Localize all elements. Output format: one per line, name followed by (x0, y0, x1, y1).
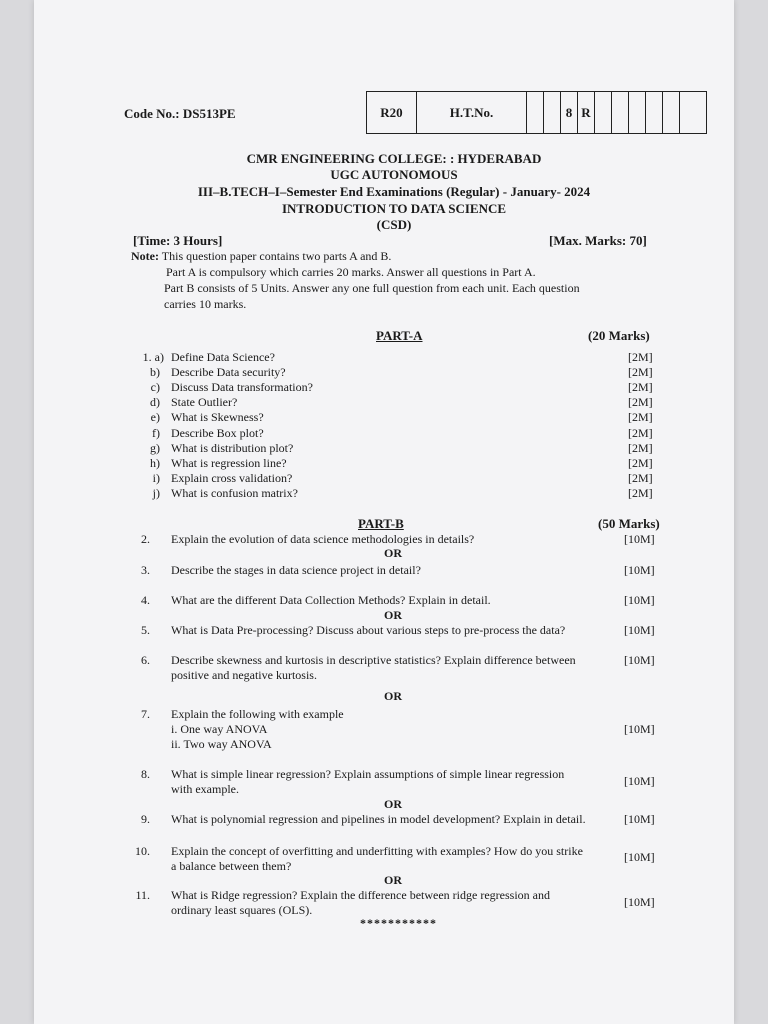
part-a-question-mark: [2M] (628, 365, 653, 379)
note-label: Note: (131, 249, 159, 263)
part-a-title: PART-A (376, 328, 423, 343)
part-a-question-mark: [2M] (628, 441, 653, 455)
part-a-marks: (20 Marks) (588, 328, 650, 343)
part-b-question-mark: [10M] (624, 850, 655, 864)
hall-ticket-box (366, 91, 707, 134)
htno-digit (646, 92, 663, 133)
part-b-question-number: 7. (141, 707, 150, 721)
htno-digit (629, 92, 646, 133)
part-b-question-mark: [10M] (624, 623, 655, 637)
end-marker: *********** (360, 916, 437, 930)
part-a-question-mark: [2M] (628, 410, 653, 424)
part-a-question-label: i) (152, 471, 160, 485)
part-b-question-text: i. One way ANOVA (171, 722, 268, 736)
college-status: UGC AUTONOMOUS (330, 167, 458, 182)
part-b-question-text: positive and negative kurtosis. (171, 668, 317, 682)
htno-digit (527, 92, 544, 133)
part-a-question-text: Explain cross validation? (171, 471, 293, 485)
part-b-question-text: ordinary least squares (OLS). (171, 903, 313, 917)
part-a-question-mark: [2M] (628, 456, 653, 470)
part-b-question-text: a balance between them? (171, 859, 292, 873)
part-a-question-text: What is distribution plot? (171, 441, 294, 455)
part-a-question-text: Describe Data security? (171, 365, 286, 379)
part-a-question-mark: [2M] (628, 395, 653, 409)
part-b-question-mark: [10M] (624, 812, 655, 826)
htno-digit (663, 92, 680, 133)
part-a-question-label: j) (152, 486, 160, 500)
part-a-question-label: g) (150, 441, 160, 455)
part-a-question-text: What is regression line? (171, 456, 287, 470)
part-a-question-label: b) (150, 365, 160, 379)
code-number: Code No.: DS513PE (124, 106, 236, 121)
part-a-question-label: f) (152, 426, 160, 440)
note-text: This question paper contains two parts A and B. (161, 249, 392, 263)
part-b-question-mark: [10M] (624, 563, 655, 577)
part-b-question-number: 5. (141, 623, 150, 637)
part-b-question-text: Explain the concept of overfitting and underfitting with examples? How do you strike (171, 844, 583, 858)
htno-digit: 8 (561, 92, 578, 133)
part-b-question-mark: [10M] (624, 593, 655, 607)
or-separator: OR (384, 689, 402, 703)
max-marks: [Max. Marks: 70] (549, 233, 647, 248)
part-a-question-label: h) (150, 456, 160, 470)
part-b-question-text: ii. Two way ANOVA (171, 737, 272, 751)
note-line-1 (131, 249, 391, 264)
part-b-question-mark: [10M] (624, 653, 655, 667)
exam-title: III–B.TECH–I–Semester End Examinations (Regular) - January- 2024 (197, 184, 591, 199)
part-b-marks: (50 Marks) (598, 516, 660, 531)
part-a-question-mark: [2M] (628, 426, 653, 440)
part-a-question-text: What is Skewness? (171, 410, 264, 424)
part-b-question-mark: [10M] (624, 895, 655, 909)
part-b-question-text: Describe the stages in data science project in detail? (171, 563, 421, 577)
part-b-question-text: What is Ridge regression? Explain the difference between ridge regression and (171, 888, 550, 902)
part-a-question-label: d) (150, 395, 160, 409)
part-b-question-number: 3. (141, 563, 150, 577)
part-b-question-number: 11. (135, 888, 150, 902)
part-a-question-label: 1. a) (142, 350, 164, 364)
part-b-question-mark: [10M] (624, 532, 655, 546)
or-separator: OR (384, 797, 402, 811)
part-b-question-text: What is Data Pre-processing? Discuss about various steps to pre-process the data? (171, 623, 566, 637)
part-b-question-text: What are the different Data Collection Methods? Explain in detail. (171, 593, 491, 607)
college-name: CMR ENGINEERING COLLEGE: : HYDERABAD (246, 151, 542, 166)
part-b-question-text: Explain the following with example (171, 707, 344, 721)
part-b-question-number: 2. (141, 532, 150, 546)
part-b-title: PART-B (358, 516, 404, 531)
part-a-question-mark: [2M] (628, 471, 653, 485)
part-b-question-mark: [10M] (624, 722, 655, 736)
part-b-question-number: 4. (141, 593, 150, 607)
part-b-question-mark: [10M] (624, 774, 655, 788)
part-a-question-label: e) (150, 410, 160, 424)
branch: (CSD) (376, 217, 412, 232)
part-b-question-number: 6. (141, 653, 150, 667)
htno-digit: R (578, 92, 595, 133)
part-b-question-text: What is polynomial regression and pipelines in model development? Explain in detail. (171, 812, 586, 826)
part-a-question-mark: [2M] (628, 486, 653, 500)
subject-title: INTRODUCTION TO DATA SCIENCE (281, 201, 507, 216)
part-a-question-mark: [2M] (628, 350, 653, 364)
htno-label: H.T.No. (417, 92, 527, 133)
htno-digit (680, 92, 697, 133)
htno-digit (544, 92, 561, 133)
part-a-question-text: Describe Box plot? (171, 426, 264, 440)
part-b-question-number: 10. (135, 844, 150, 858)
part-a-question-text: State Outlier? (171, 395, 238, 409)
part-a-question-text: Define Data Science? (171, 350, 275, 364)
part-a-question-mark: [2M] (628, 380, 653, 394)
part-a-question-text: Discuss Data transformation? (171, 380, 313, 394)
part-b-question-text: What is simple linear regression? Explain assumptions of simple linear regression (171, 767, 565, 781)
part-b-question-text: with example. (171, 782, 239, 796)
part-b-question-number: 9. (141, 812, 150, 826)
part-a-question-text: What is confusion matrix? (171, 486, 298, 500)
note-line-3: Part B consists of 5 Units. Answer any one full question from each unit. Each question (164, 281, 580, 295)
note-line-2: Part A is compulsory which carries 20 marks. Answer all questions in Part A. (166, 265, 536, 279)
exam-time: [Time: 3 Hours] (133, 233, 223, 248)
part-b-question-text: Explain the evolution of data science methodologies in details? (171, 532, 475, 546)
htno-digit (612, 92, 629, 133)
part-b-question-text: Describe skewness and kurtosis in descriptive statistics? Explain difference between (171, 653, 576, 667)
regulation: R20 (367, 92, 417, 133)
note-line-4: carries 10 marks. (164, 297, 247, 311)
or-separator: OR (384, 873, 402, 887)
or-separator: OR (384, 608, 402, 622)
htno-digit (595, 92, 612, 133)
part-a-question-label: c) (150, 380, 160, 394)
or-separator: OR (384, 546, 402, 560)
part-b-question-number: 8. (141, 767, 150, 781)
